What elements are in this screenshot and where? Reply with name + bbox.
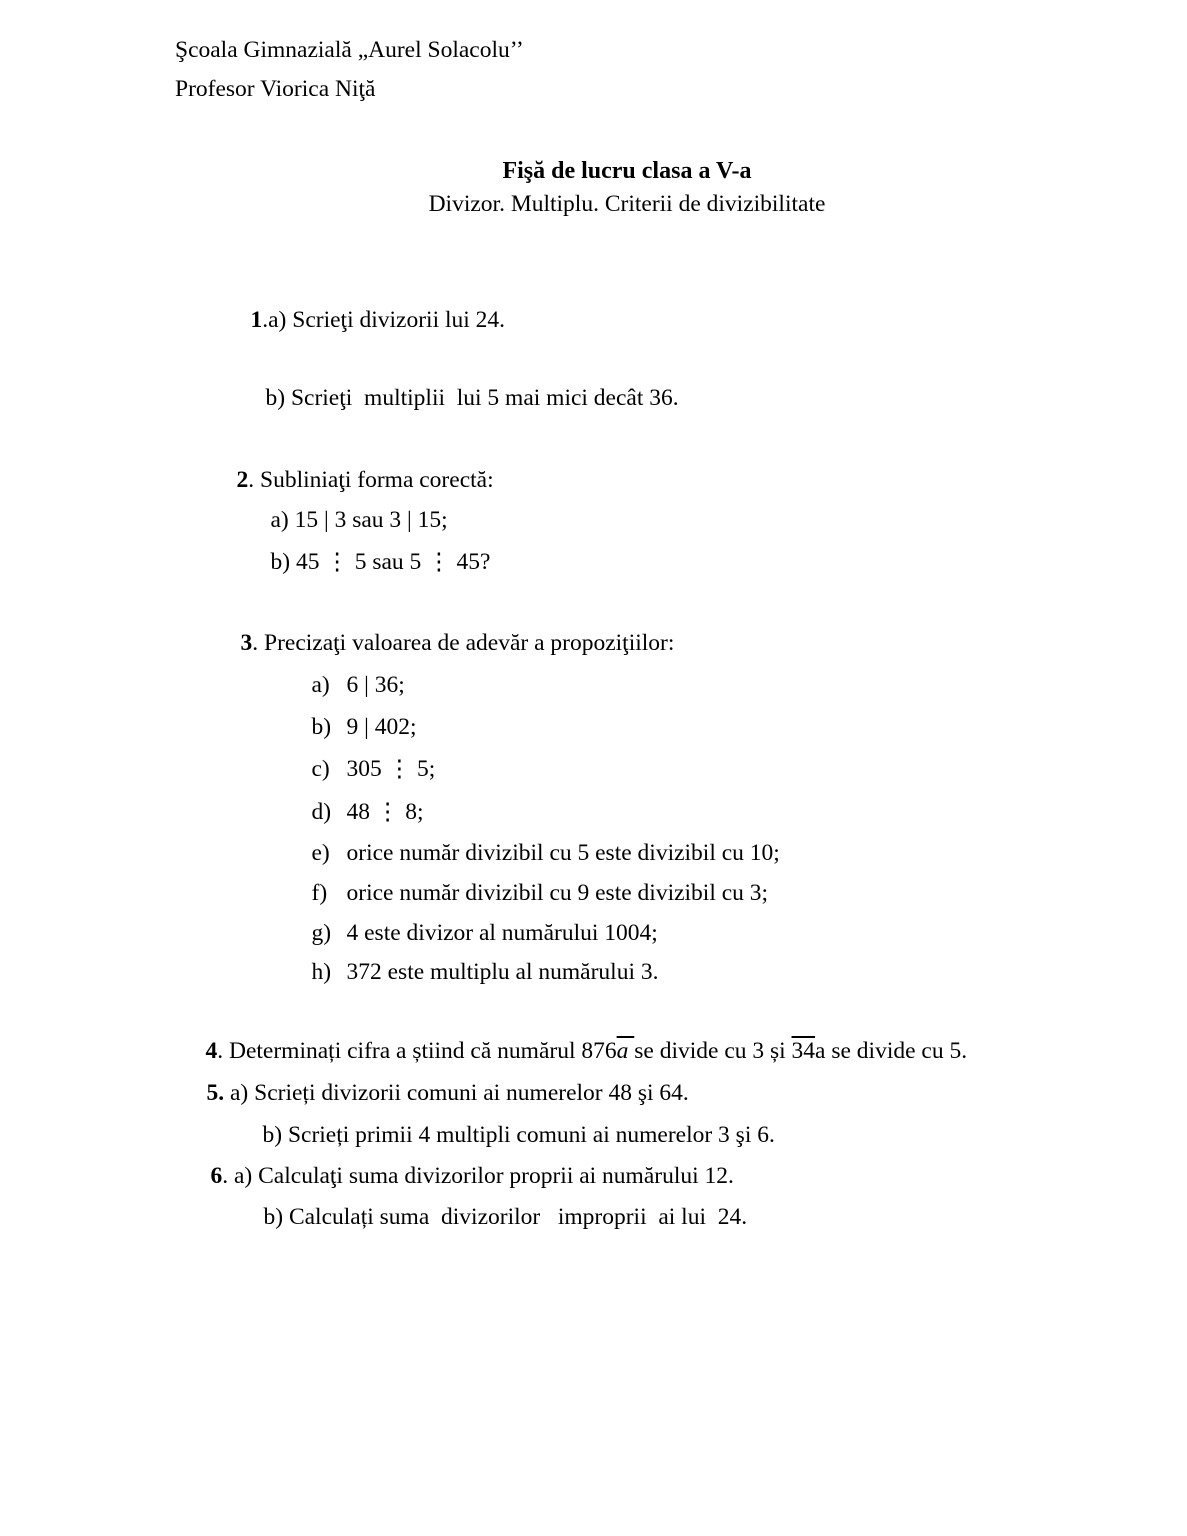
problem-5a-text: a) Scrieți divizorii comuni ai numerelor 48 şi 64. (224, 1079, 689, 1106)
item-text: 372 este multiplu al numărului 3. (346, 958, 659, 985)
problem-2-number: 2 (236, 466, 249, 493)
school-name: Şcoala Gimnazială „Aurel Solacolu’’ (175, 37, 524, 63)
item-letter: e) (311, 839, 330, 866)
problem-1a-text: .a) Scrieţi divizorii lui 24. (262, 306, 506, 333)
problem-6-number: 6 (210, 1162, 223, 1189)
problem-1a (227, 279, 505, 362)
item-text: 305 ⋮ 5; (346, 755, 436, 782)
problem-5b-text: b) Scrieți primii 4 multipli comuni ai numerelor 3 şi 6. (262, 1121, 775, 1148)
item-letter: g) (311, 919, 332, 946)
problem-4-number: 4 (205, 1037, 218, 1064)
item-letter: c) (311, 755, 330, 782)
page-title: Fişă de lucru clasa a V-a (502, 158, 752, 184)
item-text: 4 este divizor al numărului 1004; (346, 919, 658, 946)
problem-2b (247, 521, 490, 604)
problem-4-text-1: . Determinați cifra a știind că numărul 876 (217, 1037, 617, 1064)
item-letter: a) (311, 671, 330, 698)
item-letter: b) (311, 713, 332, 740)
problem-6b-text: b) Calculați suma divizorilor improprii ai lui 24. (263, 1203, 748, 1230)
item-text: orice număr divizibil cu 9 este divizibil cu 3; (346, 879, 769, 906)
problem-5-number: 5. (206, 1079, 225, 1106)
problem-3-item-h (288, 931, 658, 1014)
problem-3-intro (217, 602, 674, 685)
problem-2-intro-text: . Subliniaţi forma corectă: (248, 466, 494, 493)
problem-4-text-2: se divide cu 3 și (634, 1037, 792, 1064)
problem-3-number: 3 (240, 629, 253, 656)
overline-34-notation: 34 (791, 1037, 816, 1064)
item-letter: h) (311, 958, 332, 985)
problem-6a-text: . a) Calculaţi suma divizorilor proprii ai numărului 12. (222, 1162, 734, 1189)
item-text: 6 | 36; (346, 671, 405, 698)
item-letter: f) (311, 879, 328, 906)
problem-6b (240, 1176, 747, 1259)
teacher-name: Profesor Viorica Niţă (175, 76, 376, 102)
problem-1b-text: b) Scrieţi multiplii lui 5 mai mici decât 36. (265, 384, 679, 411)
item-text: orice număr divizibil cu 5 este divizibil cu 10; (346, 839, 780, 866)
problem-1b (242, 357, 679, 440)
item-text: 9 | 402; (346, 713, 417, 740)
problem-4-text-3: a se divide cu 5. (815, 1037, 968, 1064)
problem-3-intro-text: . Precizaţi valoarea de adevăr a propoziţiilor: (252, 629, 675, 656)
page-subtitle: Divizor. Multiplu. Criterii de divizibilitate (428, 191, 826, 217)
item-letter: d) (311, 798, 332, 825)
item-text: 48 ⋮ 8; (346, 798, 424, 825)
problem-1-number: 1 (250, 306, 263, 333)
problem-2a-text: a) 15 | 3 sau 3 | 15; (270, 506, 448, 533)
overline-a-notation: a (616, 1037, 635, 1064)
problem-2b-text: b) 45 ⋮ 5 sau 5 ⋮ 45? (270, 548, 491, 575)
